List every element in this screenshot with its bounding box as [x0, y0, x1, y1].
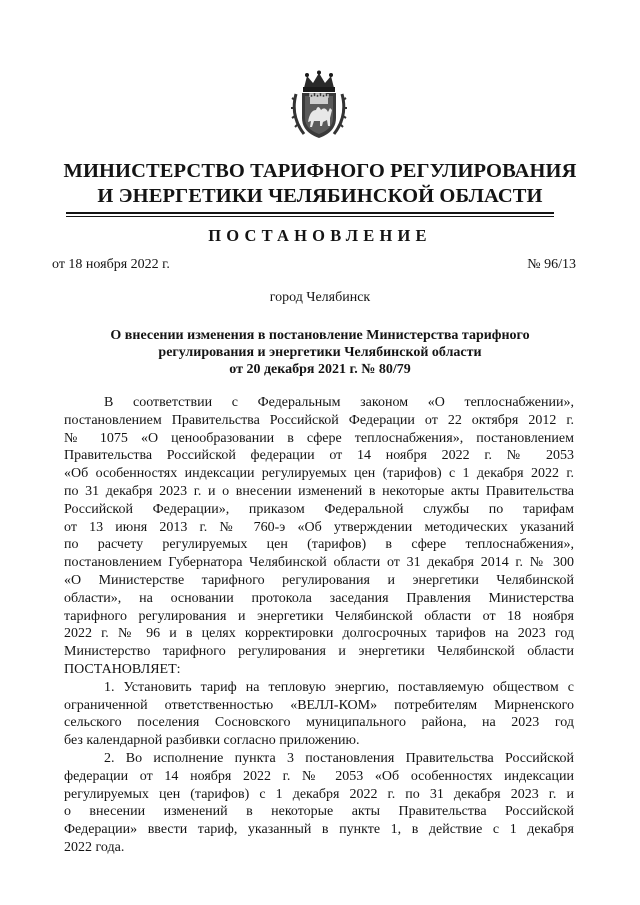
- body-line: ограниченной ответственностью «ВЕЛЛ-КОМ» потребителям Мирненского: [64, 697, 574, 713]
- header-divider: [66, 212, 554, 214]
- ministry-name-line-1: МИНИСТЕРСТВО ТАРИФНОГО РЕГУЛИРОВАНИЯ: [63, 160, 577, 182]
- body-line: Федерации» ввести тариф, указанный в пункте 1, в действие с 1 декабря: [64, 822, 574, 838]
- document-number: № 96/13: [527, 257, 576, 272]
- body-line: 2022 года.: [64, 839, 125, 855]
- body-line: сельского поселения Сосновского муниципального района, на 2023 год: [64, 715, 574, 731]
- body-line: «Об особенностях индексации регулируемых цен (тарифов) с 1 декабря 2022 г.: [64, 466, 574, 482]
- body-line: о внесении изменений в некоторые акты Правительства Российской: [64, 804, 574, 820]
- body-line: Российской Федерации», приказом Федеральной службы по тарифам: [64, 501, 574, 517]
- header-divider-thin: [66, 216, 554, 217]
- coat-of-arms-emblem: [290, 70, 348, 140]
- body-line: от 13 июня 2013 г. № 760-э «Об утверждении методических указаний: [64, 519, 574, 535]
- body-line: без календарной разбивки согласно приложению.: [64, 733, 360, 749]
- body-line: тарифного регулирования и энергетики Челябинской области от 18 ноября: [64, 608, 574, 624]
- body-line: федерации от 14 ноября 2022 г. № 2053 «Об особенностях индексации: [64, 768, 574, 784]
- body-line: постановлением Правительства Российской Федерации от 22 октября 2012 г.: [64, 412, 574, 428]
- document-date: от 18 ноября 2022 г.: [52, 257, 170, 272]
- body-line: области», на основании протокола заседания Правления Министерства: [64, 590, 574, 606]
- document-type-title: ПОСТАНОВЛЕНИЕ: [208, 226, 432, 245]
- body-line: № 1075 «О ценообразовании в сфере теплоснабжения», постановлением: [64, 430, 574, 446]
- body-line: по расчету регулируемых цен (тарифов) в сфере теплоснабжения»,: [64, 537, 574, 553]
- document-subject: [0, 327, 640, 378]
- document-body: [64, 394, 574, 857]
- body-line: В соответствии с Федеральным законом «О теплоснабжении»,: [104, 395, 574, 410]
- body-line: Правительства Российской федерации от 14 ноября 2022 г. № 2053: [64, 448, 574, 464]
- body-line: регулируемых цен (тарифов) с 1 декабря 2022 г. по 31 декабря 2023 г. и: [64, 786, 574, 802]
- body-line: постановлением Губернатора Челябинской области от 31 декабря 2014 г. № 300: [64, 555, 574, 571]
- subject-line: от 20 декабря 2021 г. № 80/79: [229, 362, 411, 377]
- body-line: Министерство тарифного регулирования и энергетики Челябинской области: [64, 644, 574, 660]
- body-line: 1. Установить тариф на тепловую энергию, поставляемую обществом с: [104, 679, 574, 695]
- document-city: город Челябинск: [269, 290, 371, 305]
- subject-line: регулирования и энергетики Челябинской области: [158, 345, 482, 360]
- body-line: ПОСТАНОВЛЯЕТ:: [64, 661, 181, 677]
- body-line: по 31 декабря 2023 г. и о внесении изменений в некоторые акты Правительства: [64, 483, 574, 499]
- ministry-name-line-2: И ЭНЕРГЕТИКИ ЧЕЛЯБИНСКОЙ ОБЛАСТИ: [97, 185, 543, 207]
- subject-line: О внесении изменения в постановление Министерства тарифного: [110, 328, 530, 343]
- body-line: 2. Во исполнение пункта 3 постановления Правительства Российской: [104, 750, 574, 766]
- body-line: 2022 г. № 96 и в целях корректировки долгосрочных тарифов на 2023 год: [64, 626, 574, 642]
- body-line: «О Министерстве тарифного регулирования и энергетики Челябинской: [64, 572, 574, 588]
